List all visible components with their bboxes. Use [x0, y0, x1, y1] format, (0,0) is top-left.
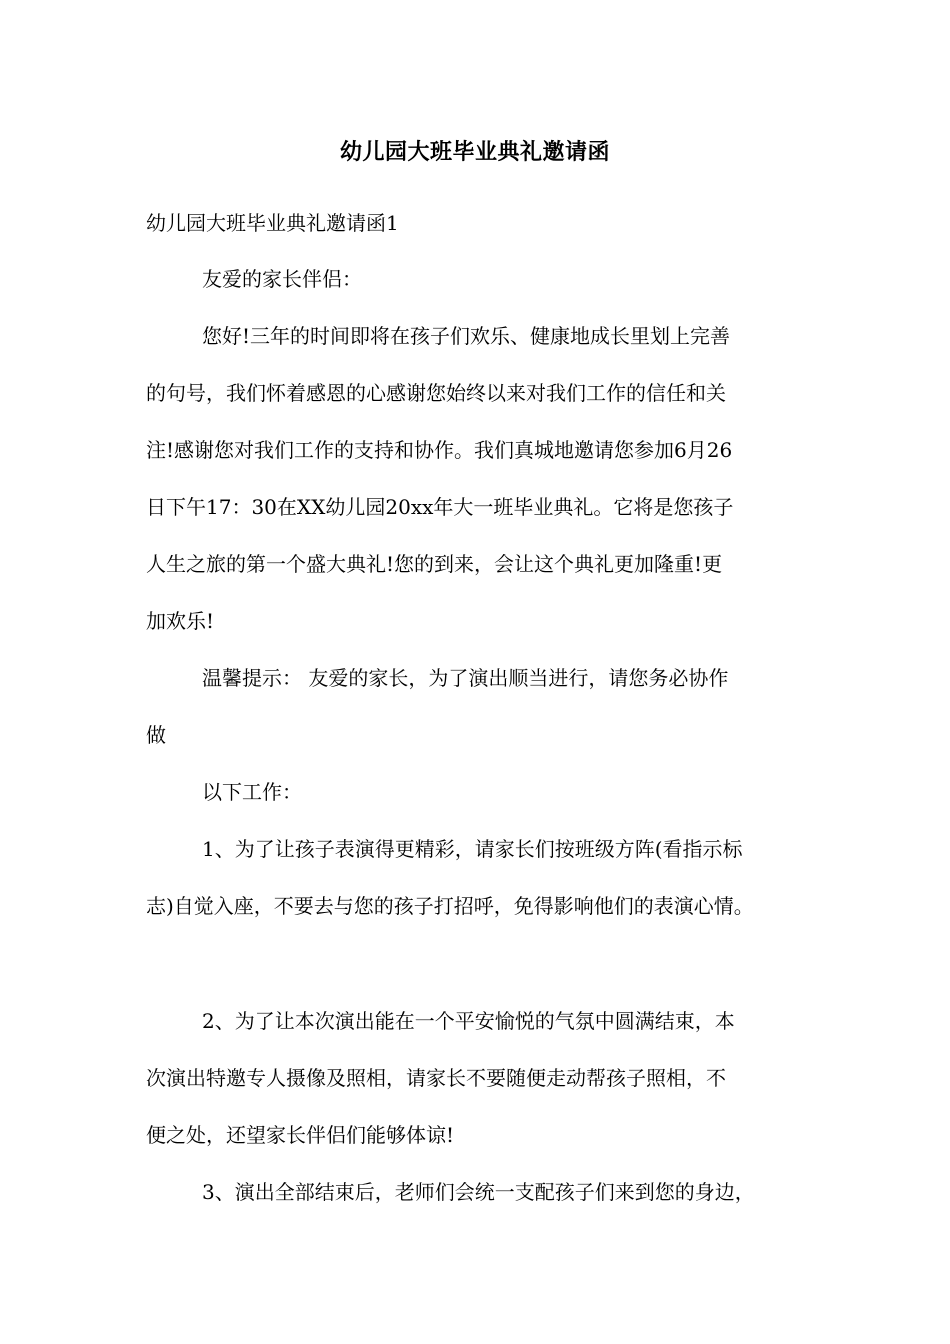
greeting: 友爱的家长伴侣： [202, 267, 362, 291]
paragraph1-line1: 您好!三年的时间即将在孩子们欢乐、健康地成长里划上完善 [202, 324, 731, 348]
document-title: 幼儿园大班毕业典礼邀请函 [339, 139, 610, 165]
item3-line1: 3、演出全部结束后，老师们会统一支配孩子们来到您的身边， [202, 1180, 755, 1204]
paragraph1-line3: 注!感谢您对我们工作的支持和协作。我们真城地邀请您参加6月26 [146, 438, 733, 462]
paragraph1-line6: 加欢乐! [146, 609, 215, 633]
following-work: 以下工作： [202, 780, 302, 804]
paragraph1-line5: 人生之旅的第一个盛大典礼!您的到来，会让这个典礼更加隆重!更 [146, 552, 723, 576]
reminder-line2: 做 [146, 723, 166, 747]
item2-line3: 便之处，还望家长伴侣们能够体谅! [146, 1123, 455, 1147]
reminder-line1: 温馨提示： 友爱的家长，为了演出顺当进行，请您务必协作 [202, 666, 729, 690]
section-heading: 幼儿园大班毕业典礼邀请函1 [146, 211, 399, 235]
item1-line2: 志)自觉入座，不要去与您的孩子打招呼，免得影响他们的表演心情。 [146, 894, 754, 918]
item1-line1: 1、为了让孩子表演得更精彩，请家长们按班级方阵(看指示标 [202, 837, 743, 861]
item2-line1: 2、为了让本次演出能在一个平安愉悦的气氛中圆满结束，本 [202, 1009, 735, 1033]
paragraph1-line2: 的句号，我们怀着感恩的心感谢您始终以来对我们工作的信任和关 [146, 381, 726, 405]
item2-line2: 次演出特邀专人摄像及照相，请家长不要随便走动帮孩子照相，不 [146, 1066, 726, 1090]
paragraph1-line4: 日下午17：30在XX幼儿园20xx年大一班毕业典礼。它将是您孩子 [146, 495, 734, 519]
